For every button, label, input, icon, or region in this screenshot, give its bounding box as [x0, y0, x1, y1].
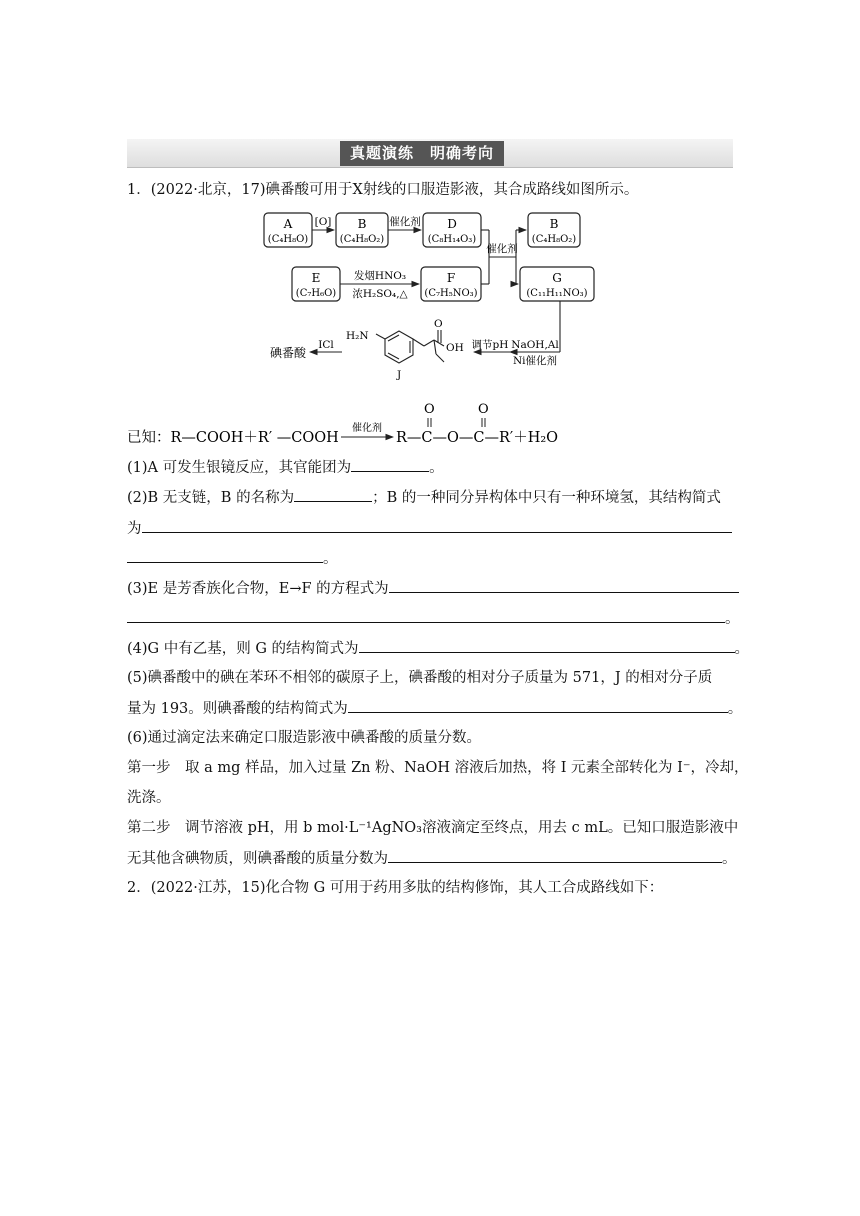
J-label: J — [397, 369, 402, 381]
q1-part4: (4)G 中有乙基，则 G 的结构简式为 。 — [127, 638, 749, 659]
known-prefix: 已知：R—COOH＋R′ —COOH — [127, 430, 339, 446]
cond-ICl: ICl — [318, 339, 334, 351]
box-E-label: E — [311, 271, 321, 285]
J-carbonyl-O: O — [434, 318, 443, 330]
box-F-formula: (C₇H₅NO₃) — [424, 288, 478, 299]
q1-part2-line3: 。 — [127, 548, 338, 569]
cond-A-B: [O] — [314, 216, 332, 228]
q1-part2-line2: 为 — [127, 518, 732, 539]
q2-stem: 2．(2022·江苏，15)化合物 G 可用于药用多肽的结构修饰，其人工合成路线如下： — [127, 880, 664, 896]
q1-part6: (6)通过滴定法来确定口服造影液中碘番酸的质量分数。 — [127, 730, 482, 746]
answer-blank-2a[interactable] — [294, 487, 372, 502]
known-O1: O — [424, 402, 435, 417]
answer-blank-2b[interactable] — [142, 518, 732, 533]
cond-G-J-top: NaOH,Al — [511, 339, 559, 351]
answer-blank-1[interactable] — [351, 457, 429, 472]
q1-part2-line1: (2)B 无支链，B 的名称为 ；B 的一种同分异构体中只有一种环境氢，其结构简式 — [127, 487, 721, 508]
answer-blank-3a[interactable] — [389, 578, 739, 593]
q1-part1: (1)A 可发生银镜反应，其官能团为 。 — [127, 457, 444, 478]
q1-part3-line1: (3)E 是芳香族化合物，E→F 的方程式为 — [127, 578, 739, 599]
cond-pH: 调节pH — [471, 339, 509, 351]
answer-blank-6[interactable] — [388, 848, 722, 863]
box-D-label: D — [447, 217, 457, 231]
box-G-label: G — [552, 271, 562, 285]
q1-part5-line1: (5)碘番酸中的碘在苯环不相邻的碳原子上，碘番酸的相对分子质量为 571，J 的相对分子质 — [127, 670, 713, 686]
answer-blank-3b[interactable] — [127, 608, 725, 623]
answer-blank-2c[interactable] — [127, 548, 323, 563]
q1-stem: 1．(2022·北京，17)碘番酸可用于X射线的口服造影液，其合成路线如图所示。 — [127, 182, 639, 198]
section-banner-label: 真题演练 明确考向 — [340, 141, 504, 166]
known-product: R—C—O—C—R′＋H₂O — [396, 430, 559, 446]
q1-step2-line1: 第二步 调节溶液 pH，用 b mol·L⁻¹AgNO₃溶液滴定至终点，用去 c mL。已知口服造影液中 — [127, 820, 739, 836]
cond-D-G: 催化剂 — [486, 243, 518, 255]
box-B2-label: B — [549, 217, 559, 231]
J-amine-label: H₂N — [346, 330, 369, 342]
q1-part5-line2: 量为 193。则碘番酸的结构简式为 。 — [127, 698, 742, 719]
box-B-formula: (C₄H₈O₂) — [339, 234, 385, 245]
box-A-label: A — [283, 217, 293, 231]
cond-E-F-bottom: 浓H₂SO₄,△ — [352, 288, 408, 300]
cond-B-D: 催化剂 — [389, 216, 421, 228]
answer-blank-4[interactable] — [359, 638, 735, 653]
known-catalyst: 催化剂 — [352, 423, 382, 434]
box-B-label: B — [357, 217, 367, 231]
box-F-label: F — [446, 271, 456, 285]
J-acid-label: OH — [446, 342, 464, 354]
box-B2-formula: (C₄H₈O₂) — [531, 234, 577, 245]
known-reaction — [0, 0, 860, 460]
q1-step2-line2: 无其他含碘物质，则碘番酸的质量分数为 。 — [127, 848, 737, 869]
q1-step1-line2: 洗涤。 — [127, 790, 171, 806]
box-E-formula: (C₇H₆O) — [295, 288, 337, 299]
box-G-formula: (C₁₁H₁₁NO₃) — [526, 288, 588, 299]
box-D-formula: (C₈H₁₄O₃) — [427, 234, 477, 245]
answer-blank-5[interactable] — [348, 698, 728, 713]
q1-step1-line1: 第一步 取 a mg 样品，加入过量 Zn 粉、NaOH 溶液后加热，将 I 元素全部转化为 I⁻，冷却， — [127, 760, 749, 776]
cond-G-J-bottom: Ni催化剂 — [512, 355, 558, 367]
q1-part3-line2: 。 — [127, 608, 740, 629]
product-label: 碘番酸 — [270, 346, 307, 360]
cond-E-F-top: 发烟HNO₃ — [353, 270, 407, 282]
box-A-formula: (C₄H₈O) — [267, 234, 309, 245]
known-O2: O — [478, 402, 489, 417]
